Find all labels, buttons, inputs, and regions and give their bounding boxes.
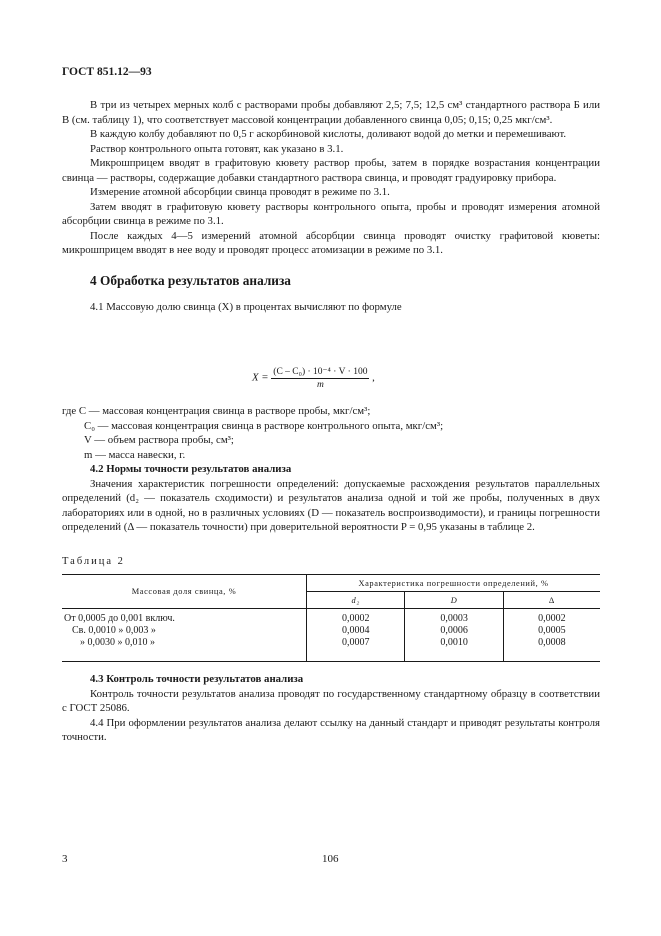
paragraph: Раствор контрольного опыта готовят, как указано в 3.1. bbox=[90, 142, 344, 155]
table-cell: 0,0005 bbox=[503, 625, 600, 637]
page-number: 106 bbox=[322, 853, 339, 865]
table-cell: 0,0007 bbox=[307, 637, 405, 662]
table-cell: 0,0002 bbox=[307, 609, 405, 626]
section-heading: 4 Обработка результатов анализа bbox=[90, 272, 291, 288]
table-cell: 0,0010 bbox=[405, 637, 503, 662]
column-header: d₂ bbox=[307, 592, 405, 609]
paragraph: Измерение атомной абсорбции свинца проводят в режиме по 3.1. bbox=[90, 186, 390, 198]
legend-block bbox=[62, 404, 600, 535]
paragraph: В каждую колбу добавляют по 0,5 г аскорбиновой кислоты, доливают водой до метки и перемешивают. bbox=[90, 128, 567, 140]
paragraph-4-2: Значения характеристик погрешности определений: допускаемые расхождения результатов параллельных определений (d₂ — показатель сходимости) и результатов анализа одной и той же пробы, полученных в двух лабораториях или в одной, но в различных условиях (D — показатель воспроизводимости), и границы погрешности определений (Δ — показатель точности) при доверительной вероятности P = 0,95 указаны в таблице 2. bbox=[62, 477, 600, 533]
table-cell: Св. 0,0010 » 0,003 » bbox=[72, 625, 156, 636]
legend-item: где C — массовая концентрация свинца в растворе пробы, мкг/см³; bbox=[62, 405, 371, 417]
formula-fraction bbox=[271, 366, 369, 390]
table-cell: 0,0003 bbox=[405, 609, 503, 626]
table-row bbox=[62, 609, 600, 626]
table-caption: Таблица 2 bbox=[62, 556, 125, 567]
footer-sheet-number: 3 bbox=[62, 853, 68, 865]
table-row bbox=[62, 625, 600, 637]
paragraph: В три из четырех мерных колб с растворами пробы добавляют 2,5; 7,5; 12,5 см³ стандартного раствора Б или В (см. таблицу 1), что соответствует массовой концентрации добавленного свинца 0,05; 0,15; 0,25 мкг/см³. bbox=[62, 99, 600, 126]
table-row bbox=[62, 637, 600, 662]
column-header: Массовая доля свинца, % bbox=[62, 575, 307, 609]
group-header: Характеристика погрешности определений, % bbox=[307, 575, 601, 592]
formula-lhs: X = bbox=[252, 371, 269, 384]
formula-tail: , bbox=[372, 371, 375, 384]
table-cell: » 0,0030 » 0,010 » bbox=[80, 637, 155, 648]
formula-numerator: (C – C₀) · 10⁻⁴ · V · 100 bbox=[273, 367, 368, 377]
table-cell: От 0,0005 до 0,001 включ. bbox=[64, 613, 175, 624]
table-cell: 0,0008 bbox=[503, 637, 600, 662]
column-header: D bbox=[405, 592, 503, 609]
legend-item: m — масса навески, г. bbox=[84, 448, 186, 461]
formula-legend bbox=[62, 404, 600, 462]
table-cell: 0,0004 bbox=[307, 625, 405, 637]
paragraph-4-1: 4.1 Массовую долю свинца (X) в процентах вычисляют по формуле bbox=[90, 301, 402, 313]
paragraph: Затем вводят в графитовую кювету растворы контрольного опыта, пробы и проводят измерения атомной абсорбции свинца в режиме по 3.1. bbox=[62, 200, 600, 227]
table-cell: 0,0002 bbox=[503, 609, 600, 626]
document-header: ГОСТ 851.12—93 bbox=[62, 66, 152, 78]
paragraph-4-4: 4.4 При оформлении результатов анализа делают ссылку на данный стандарт и приводят результаты контроля точности. bbox=[62, 716, 600, 743]
paragraph: После каждых 4—5 измерений атомной абсорбции свинца проводят очистку графитовой кюветы: микрошприцем вводят в нее воду и проводят процесс атомизации в режиме по 3.1. bbox=[62, 229, 600, 256]
document-body bbox=[62, 98, 600, 315]
subsection-heading: 4.2 Нормы точности результатов анализа bbox=[90, 463, 292, 475]
table-header-row bbox=[62, 575, 600, 592]
formula-denominator: m bbox=[316, 380, 324, 390]
paragraph: Микрошприцем вводят в графитовую кювету раствор пробы, затем в порядке возрастания концентрации свинца — растворы, содержащие добавки стандартного раствора свинца, и проводят градуировку прибора. bbox=[62, 157, 600, 184]
paragraph-4-3: Контроль точности результатов анализа проводят по государственному стандартному образцу в соответствии с ГОСТ 25086. bbox=[62, 687, 600, 714]
legend-item: C₀ — массовая концентрация свинца в растворе контрольного опыта, мкг/см³; bbox=[84, 419, 444, 432]
legend-item: V — объем раствора пробы, см³; bbox=[84, 434, 234, 446]
subsection-heading: 4.3 Контроль точности результатов анализа bbox=[90, 673, 304, 685]
document-body-end bbox=[62, 672, 600, 745]
table-cell: 0,0006 bbox=[405, 625, 503, 637]
column-header: Δ bbox=[503, 592, 600, 609]
formula bbox=[252, 366, 375, 390]
accuracy-table bbox=[62, 574, 600, 662]
